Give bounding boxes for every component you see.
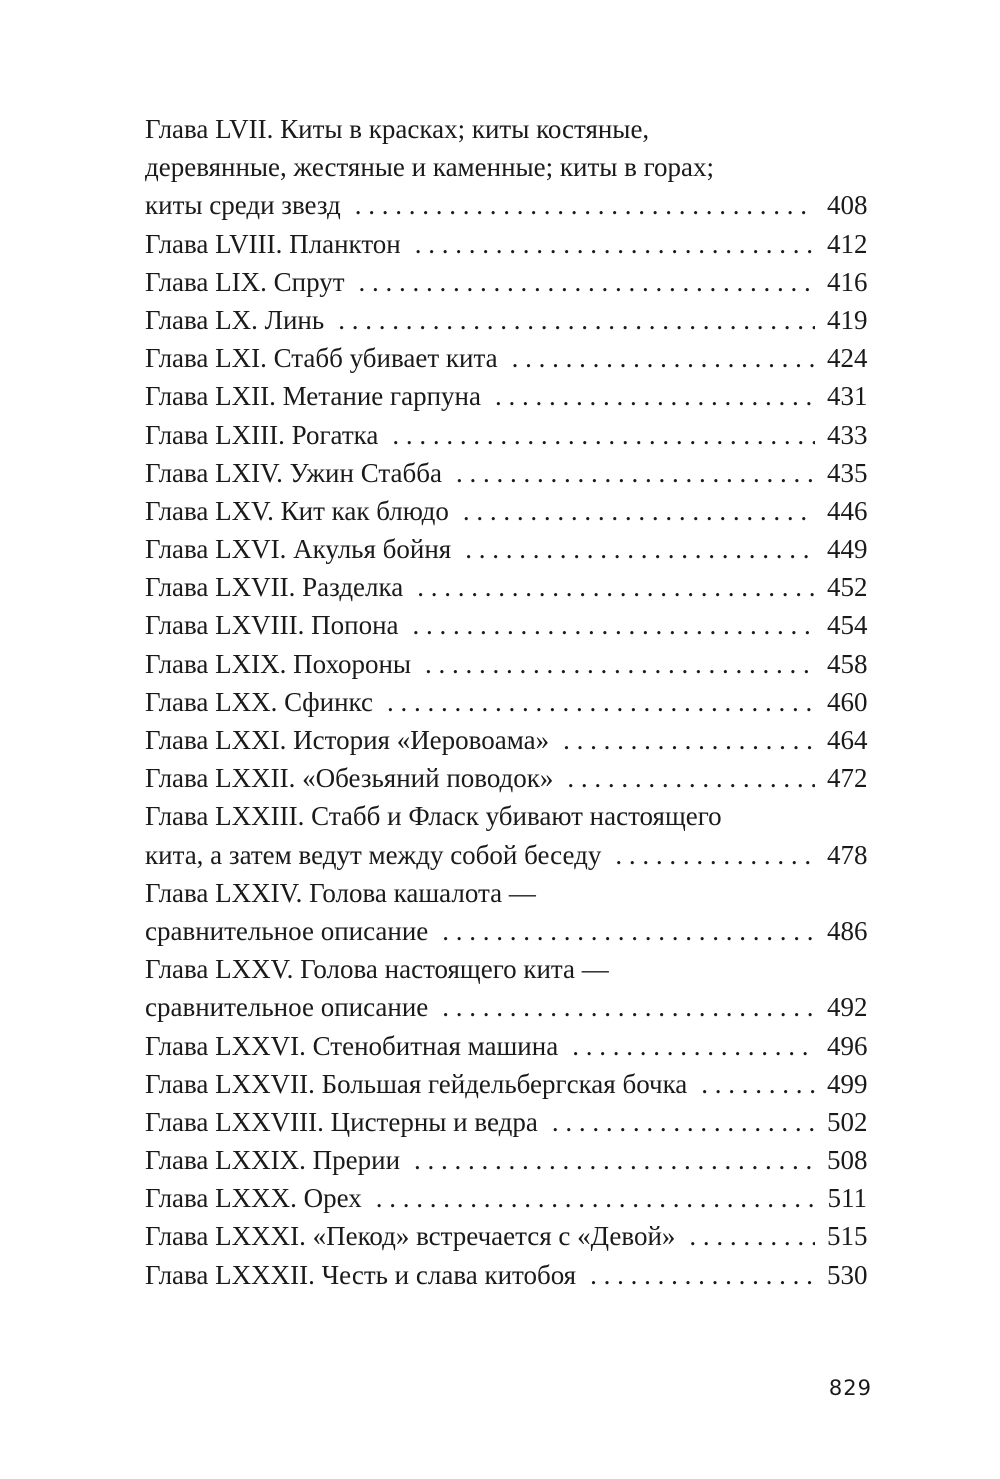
toc-entry-last-line bbox=[145, 530, 867, 568]
toc-entry-page: 433 bbox=[827, 419, 868, 450]
toc-entry-title: Глава LXIV. Ужин Стабба bbox=[145, 457, 442, 488]
dot-leader bbox=[392, 416, 815, 454]
toc-entry-page: 530 bbox=[827, 1259, 868, 1290]
toc-entry bbox=[145, 530, 867, 568]
toc-entry-title: Глава LXVII. Разделка bbox=[145, 572, 404, 603]
toc-entry-line bbox=[145, 148, 867, 186]
toc-entry-title: Глава LXXII. «Обезьяний поводок» bbox=[145, 763, 554, 794]
toc-entry-page: 416 bbox=[827, 266, 868, 297]
toc-entry-last-line bbox=[145, 912, 867, 950]
toc-entry-last-line bbox=[145, 1217, 867, 1255]
toc-entry-title: Глава LIX. Спрут bbox=[145, 266, 345, 297]
toc-entry-last-line bbox=[145, 988, 867, 1026]
toc-entry-line bbox=[145, 797, 867, 835]
toc-entry-last-line bbox=[145, 1179, 867, 1217]
toc-entry-last-line bbox=[145, 1065, 867, 1103]
toc-entry bbox=[145, 645, 867, 683]
dot-leader bbox=[572, 1027, 815, 1065]
toc-entry-title: Глава LXXVII. Большая гейдельбергская бочка bbox=[145, 1068, 688, 1099]
toc-entry bbox=[145, 606, 867, 644]
toc-entry bbox=[145, 1027, 867, 1065]
toc-entry-page: 452 bbox=[827, 572, 868, 603]
toc-entry-title: Глава LXXXII. Честь и слава китобоя bbox=[145, 1259, 577, 1290]
toc-entry bbox=[145, 492, 867, 530]
toc-entry-page: 454 bbox=[827, 610, 868, 641]
toc-entry-page: 515 bbox=[827, 1221, 868, 1252]
toc-entry-title: Глава LXXI. История «Иеровоама» bbox=[145, 725, 550, 755]
dot-leader bbox=[465, 530, 815, 568]
dot-leader bbox=[512, 339, 815, 377]
dot-leader bbox=[338, 301, 815, 339]
dot-leader bbox=[417, 568, 815, 606]
dot-leader bbox=[701, 1065, 815, 1103]
dot-leader bbox=[415, 225, 815, 263]
dot-leader bbox=[376, 1179, 815, 1217]
toc-entry-page: 486 bbox=[827, 915, 868, 946]
toc-entry-page: 412 bbox=[827, 228, 868, 259]
toc-entry bbox=[145, 1141, 867, 1179]
toc-entry-page: 472 bbox=[827, 763, 868, 794]
toc-entry bbox=[145, 301, 867, 339]
toc-entry bbox=[145, 874, 867, 950]
toc-entry bbox=[145, 225, 867, 263]
toc-entry-last-line bbox=[145, 1103, 867, 1141]
toc-entry-title: Глава LXV. Кит как блюдо bbox=[145, 495, 449, 526]
toc-entry-last-line bbox=[145, 1141, 867, 1179]
toc-entry bbox=[145, 568, 867, 606]
toc-entry-page: 435 bbox=[827, 457, 868, 488]
toc-entry bbox=[145, 377, 867, 415]
toc-entry-title: Глава LVII. Киты в красках; киты костяные, bbox=[145, 114, 650, 144]
dot-leader bbox=[563, 721, 815, 759]
toc-entry-title: Глава LXXIX. Прерии bbox=[145, 1145, 401, 1176]
toc-entry bbox=[145, 339, 867, 377]
toc-entry-title: Глава LXXX. Орех bbox=[145, 1183, 362, 1214]
toc-entry-last-line bbox=[145, 568, 867, 606]
toc-entry-last-line bbox=[145, 301, 867, 339]
dot-leader bbox=[387, 683, 815, 721]
toc-entry-page: 460 bbox=[827, 686, 868, 717]
toc-entry-last-line bbox=[145, 339, 867, 377]
toc-entry-page: 449 bbox=[827, 534, 868, 565]
dot-leader bbox=[414, 1141, 815, 1179]
toc-entry-page: 508 bbox=[827, 1145, 868, 1176]
toc-entry-title: Глава LXX. Сфинкс bbox=[145, 686, 373, 717]
dot-leader bbox=[463, 492, 815, 530]
toc-entry-page: 419 bbox=[827, 304, 868, 335]
toc-entry-page: 478 bbox=[827, 839, 868, 870]
toc-entry-last-line bbox=[145, 416, 867, 454]
toc-entry-last-line bbox=[145, 836, 867, 874]
toc-entry bbox=[145, 1065, 867, 1103]
page-number: 829 bbox=[828, 1376, 872, 1400]
toc-entry bbox=[145, 110, 867, 225]
dot-leader bbox=[689, 1217, 815, 1255]
toc-entry bbox=[145, 454, 867, 492]
toc-entry-title: Глава LXIX. Похороны bbox=[145, 648, 412, 679]
toc-entry-title: киты среди звезд bbox=[145, 190, 341, 221]
toc-entry-page: 424 bbox=[827, 343, 868, 374]
toc-entry-page: 499 bbox=[827, 1068, 868, 1099]
toc-entry-last-line bbox=[145, 263, 867, 301]
toc-entry-last-line bbox=[145, 1027, 867, 1065]
dot-leader bbox=[495, 377, 815, 415]
toc-entry-title: Глава LXXIV. Голова кашалота — bbox=[145, 877, 536, 908]
toc-entry-last-line bbox=[145, 225, 867, 263]
toc-entry-line bbox=[145, 110, 867, 148]
toc-entry-last-line bbox=[145, 759, 867, 797]
toc-entry-last-line bbox=[145, 606, 867, 644]
toc-entry-page: 464 bbox=[827, 725, 868, 755]
toc-entry-page: 502 bbox=[827, 1106, 868, 1137]
dot-leader bbox=[615, 836, 815, 874]
toc-entry-page: 408 bbox=[827, 190, 868, 221]
dot-leader bbox=[567, 759, 815, 797]
toc-entry-last-line bbox=[145, 683, 867, 721]
toc-entry-title: Глава LXI. Стабб убивает кита bbox=[145, 343, 498, 374]
toc-entry bbox=[145, 1103, 867, 1141]
toc-entry-last-line bbox=[145, 186, 867, 224]
toc-entry bbox=[145, 797, 867, 873]
toc-entry-title: Глава LX. Линь bbox=[145, 304, 325, 335]
dot-leader bbox=[355, 186, 815, 224]
toc-entry bbox=[145, 1179, 867, 1217]
toc-entry bbox=[145, 721, 867, 759]
toc-entry bbox=[145, 416, 867, 454]
toc-entry-line bbox=[145, 950, 867, 988]
dot-leader bbox=[413, 606, 815, 644]
dot-leader bbox=[442, 912, 815, 950]
dot-leader bbox=[425, 645, 815, 683]
toc-entry-line bbox=[145, 874, 867, 912]
toc-entry-last-line bbox=[145, 645, 867, 683]
toc-entry-title: Глава LXXIII. Стабб и Фласк убивают настоящего bbox=[145, 801, 722, 832]
toc-entry-title: кита, а затем ведут между собой беседу bbox=[145, 839, 602, 870]
dot-leader bbox=[359, 263, 815, 301]
toc-entry-page: 446 bbox=[827, 495, 868, 526]
toc-entry-title: Глава LVIII. Планктон bbox=[145, 228, 401, 259]
toc-entry-title: Глава LXIII. Рогатка bbox=[145, 419, 379, 450]
toc-entry-last-line bbox=[145, 1256, 867, 1294]
toc-entry-title: Глава LXVI. Акулья бойня bbox=[145, 534, 452, 565]
toc-entry-title: Глава LXVIII. Попона bbox=[145, 610, 399, 641]
toc-entry-page: 511 bbox=[827, 1183, 867, 1214]
toc-entry bbox=[145, 1256, 867, 1294]
toc-entry-last-line bbox=[145, 377, 867, 415]
toc-entry-last-line bbox=[145, 454, 867, 492]
toc-entry-title: Глава LXXVIII. Цистерны и ведра bbox=[145, 1106, 538, 1137]
toc-entry-title: Глава LXXVI. Стенобитная машина bbox=[145, 1030, 559, 1061]
toc-entry-last-line bbox=[145, 721, 867, 759]
dot-leader bbox=[456, 454, 815, 492]
toc-entry-title: сравнительное описание bbox=[145, 992, 429, 1023]
toc-entry-title: деревянные, жестяные и каменные; киты в горах; bbox=[145, 152, 715, 183]
dot-leader bbox=[442, 988, 815, 1026]
toc-entry-title: сравнительное описание bbox=[145, 915, 429, 946]
toc-entry bbox=[145, 950, 867, 1026]
toc-entry bbox=[145, 759, 867, 797]
toc-entry bbox=[145, 1217, 867, 1255]
dot-leader bbox=[552, 1103, 815, 1141]
toc-entry bbox=[145, 263, 867, 301]
toc-entry-page: 458 bbox=[827, 648, 868, 679]
dot-leader bbox=[590, 1256, 815, 1294]
toc-entry-page: 431 bbox=[827, 381, 868, 412]
toc-entry-last-line bbox=[145, 492, 867, 530]
toc-entry-title: Глава LXXV. Голова настоящего кита — bbox=[145, 954, 609, 985]
toc-entry-title: Глава LXXXI. «Пекод» встречается с «Девой» bbox=[145, 1221, 676, 1252]
toc-entry-page: 496 bbox=[827, 1030, 868, 1061]
table-of-contents bbox=[145, 110, 867, 1294]
toc-entry bbox=[145, 683, 867, 721]
toc-entry-title: Глава LXII. Метание гарпуна bbox=[145, 381, 481, 412]
toc-entry-page: 492 bbox=[827, 992, 868, 1023]
